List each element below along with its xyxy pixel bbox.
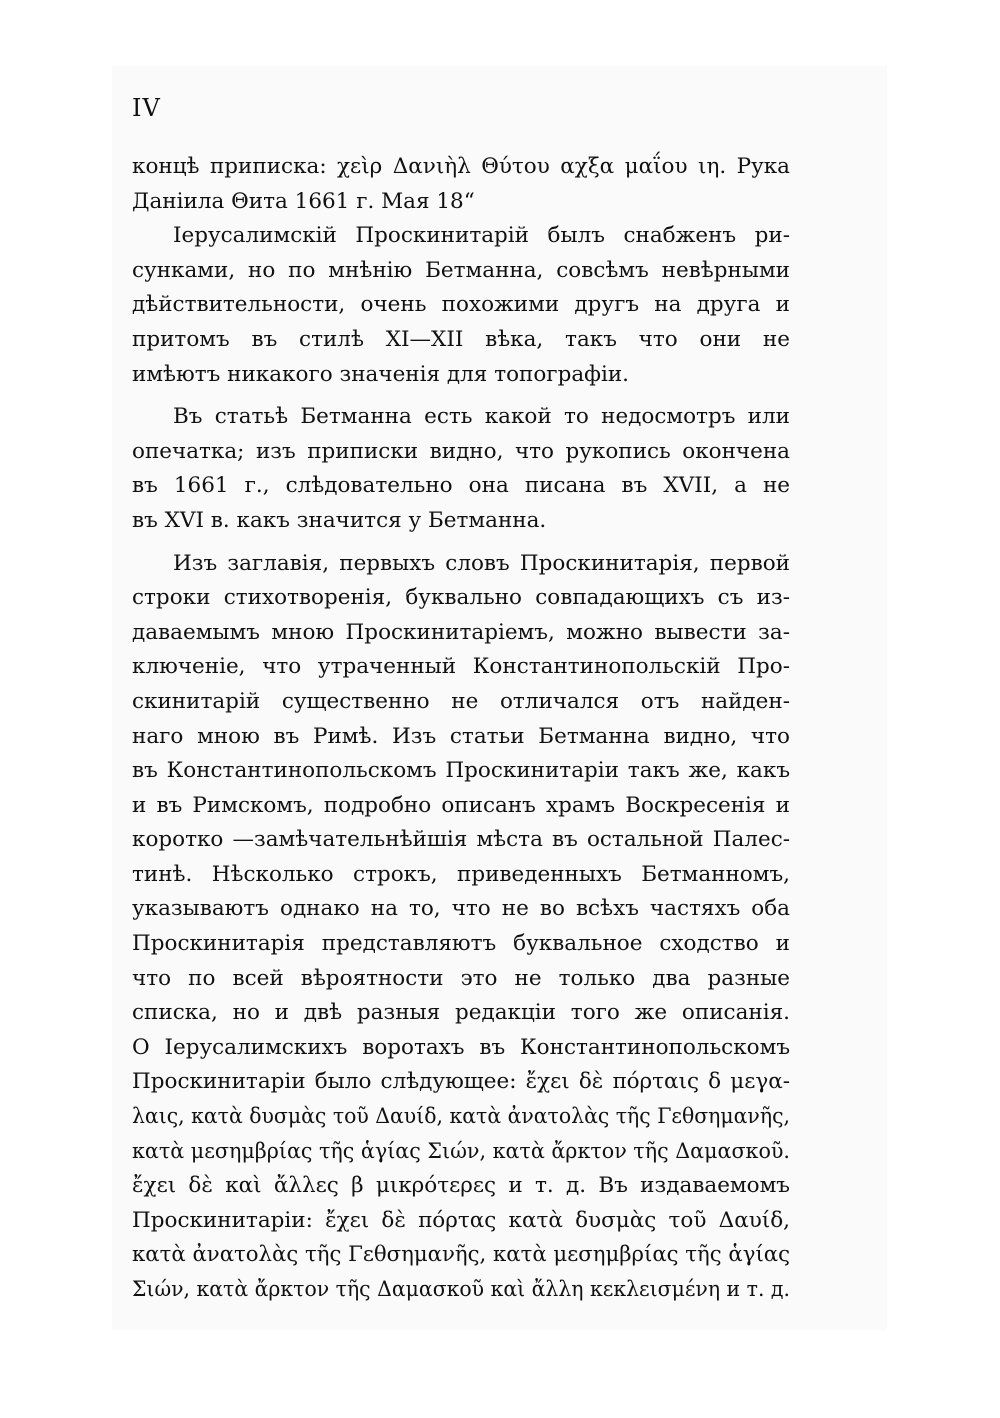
text-line: Въ статьѣ Бетманна есть какой то недосмотръ или (173, 404, 790, 430)
text-line: имѣютъ никакого значенія для топографіи. (132, 361, 630, 387)
text-line: въ XVI в. какъ значится у Бетманна. (132, 507, 547, 533)
text-line: въ Константинопольскомъ Проскинитаріи такъ же, какъ (132, 758, 790, 784)
text-line: списка, но и двѣ разныя редакціи того же описанія. (132, 1000, 790, 1026)
text-line: ключеніе, что утраченный Константинопольскій Про- (132, 654, 790, 680)
text-line: притомъ въ стилѣ XI—XII вѣка, такъ что они не (132, 326, 790, 352)
text-line: О Іерусалимскихъ воротахъ въ Константинопольскомъ (132, 1034, 790, 1060)
text-line: Проскинитаріи было слѣдующее: ἔχει δὲ πόρταις δ μεγα- (132, 1069, 790, 1095)
text-line: строки стихотворенія, буквально совпадающихъ съ из- (132, 585, 790, 611)
text-line: даваемымъ мною Проскинитаріемъ, можно вывести за- (132, 619, 790, 645)
text-line: концѣ приписка: χεὶρ Δανιὴλ Θύτου αχξα μαΐου ιη. Рука (132, 154, 790, 179)
text-line: тинѣ. Нѣсколько строкъ, приведенныхъ Бетманномъ, (132, 861, 790, 887)
text-line: Іерусалимскій Проскинитарій былъ снабженъ ри- (173, 223, 790, 249)
text-line: наго мною въ Римѣ. Изъ статьи Бетманна видно, что (132, 723, 790, 749)
text-line: что по всей вѣроятности это не только два разные (132, 965, 790, 991)
text-line: опечатка; изъ приписки видно, что рукопись окончена (132, 438, 790, 464)
text-line: указываютъ однако на то, что не во всѣхъ частяхъ оба (132, 896, 790, 922)
text-line: κατὰ μεσημβρίας τῆς ἁγίας Σιών, κατὰ ἄρκτον τῆς Δαμασκοῦ. (132, 1138, 790, 1164)
text-line: Σιών, κατὰ ἄρκτον τῆς Δαμασκοῦ καὶ ἄλλη κεκλεισμένη и т. д. (132, 1277, 790, 1302)
page-number: IV (132, 94, 161, 122)
text-line: коротко —замѣчательнѣйшія мѣста въ остальной Палес- (132, 827, 790, 853)
text-line: Проскинитарія представляютъ буквальное сходство и (132, 931, 790, 957)
text-line: дѣйствительности, очень похожими другъ на друга и (132, 292, 790, 318)
text-line: κατὰ ἀνατολὰς τῆς Γεθσημανῆς, κατὰ μεσημβρίας τῆς ἁγίας (132, 1242, 790, 1268)
text-line: и въ Римскомъ, подробно описанъ храмъ Воскресенія и (132, 792, 790, 818)
text-line: Проскинитаріи: ἔχει δὲ πόρτας κατὰ δυσμὰς τοῦ Δαυίδ, (132, 1207, 790, 1233)
text-line: скинитарій существенно не отличался отъ найден- (132, 688, 790, 714)
text-line: въ 1661 г., слѣдовательно она писана въ XVII, а не (132, 473, 790, 499)
text-line: ἔχει δὲ καὶ ἄλλες β μικρότερες и т. д. Въ издаваемомъ (132, 1173, 790, 1199)
text-line: λαις, κατὰ δυσμὰς τοῦ Δαυίδ, κατὰ ἀνατολὰς τῆς Γεθσημανῆς, (132, 1104, 790, 1130)
body-text (132, 150, 790, 1308)
text-line: сунками, но по мнѣнію Бетманна, совсѣмъ невѣрными (132, 257, 790, 283)
text-line: Даніила Θита 1661 г. Мая 18“ (132, 188, 475, 214)
text-line: Изъ заглавія, первыхъ словъ Проскинитарія, первой (173, 550, 790, 576)
